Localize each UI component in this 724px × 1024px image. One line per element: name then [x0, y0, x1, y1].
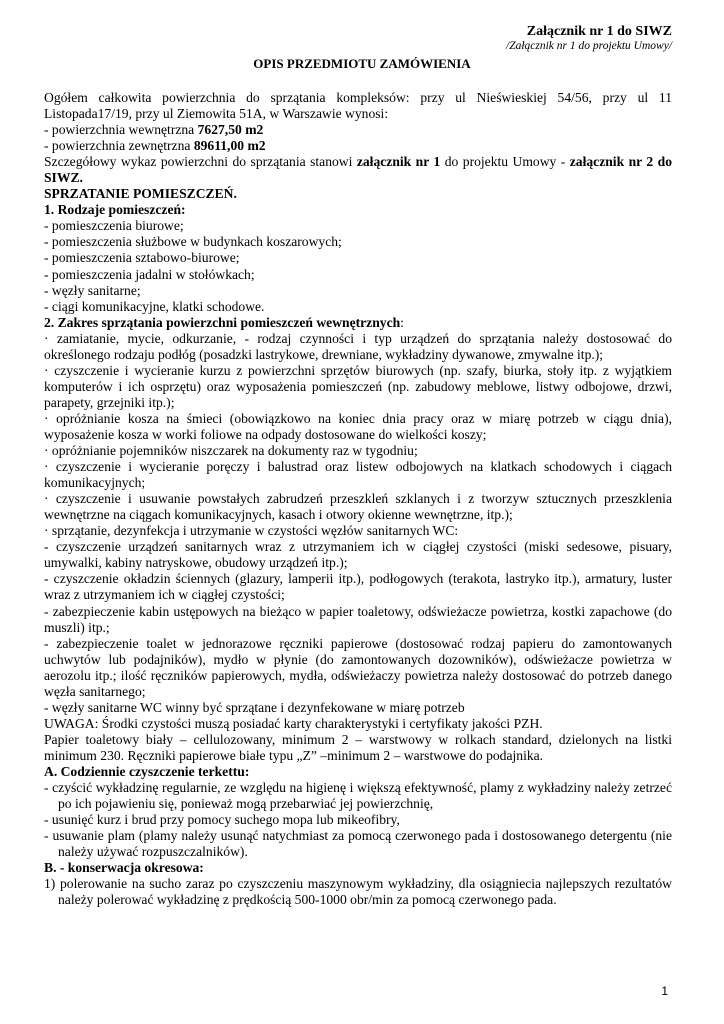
list-item: · zamiatanie, mycie, odkurzanie, - rodzaj czynności i typ urządzeń do sprzątania należy dostosować do określonego rodzaju podłóg (posadzki lastrykowe, drewniane, wykładziny dywanowe, zmywalne itp.); — [44, 330, 672, 362]
list-item: · czyszczenie i wycieranie kurzu z powierzchni sprzętów biurowych (np. szafy, biurka, stoły itp. z wyjątkiem komputerów i ich osprzętu) oraz wyposażenia pomieszczeń (np. zabudowy meblowe, listwy odbojowe, drzwi, parapety, grzejniki itp.); — [44, 362, 672, 410]
list-item: - węzły sanitarne; — [44, 282, 141, 298]
list-item: - pomieszczenia jadalni w stołówkach; — [44, 266, 255, 282]
list-item: - czyszczenie urządzeń sanitarnych wraz z utrzymaniem ich w ciągłej czystości (miski sedesowe, pisuary, umywalki, kabiny natryskowe, obudowy urządzeń itp.); — [44, 539, 672, 571]
list-item: · opróżnianie pojemników niszczarek na dokumenty raz w tygodniu; — [44, 443, 418, 459]
list-item: - zabezpieczenie kabin ustępowych na bieżąco w papier toaletowy, odświeżacze powietrza, kostki zapachowe (do muszli) itp.; — [44, 603, 672, 635]
document-body — [44, 90, 672, 908]
paper-note: Papier toaletowy biały – cellulozowany, minimum 2 – warstwowy w rolkach standard, dzielonych na listki minimum 230. Ręczniki papierowe białe typu „Z” –minimum 2 – warstwowe do podajnika. — [44, 731, 672, 763]
outer-area-value: 89611,00 m2 — [193, 138, 266, 154]
list-item: · czyszczenie i wycieranie poręczy i balustrad oraz listew odbojowych na klatkach schodowych i ciągach komunikacyjnych; — [44, 459, 672, 491]
page-number: 1 — [661, 984, 668, 998]
warning-note: UWAGA: Środki czystości muszą posiadać karty charakterystyki i certyfikaty jakości PZH. — [44, 715, 543, 731]
list-item: - zabezpieczenie toalet w jednorazowe ręczniki papierowe (dostosować rodzaj papieru do zamontowanych uchwytów lub podajników), mydło w płynie (do zamontowanych dozowników), odświeżacze powietrza w aerozolu itp.; ilość ręczników papierowych, mydła, odświeżaczy powietrza należy dostosować do potrzeb danego węzła sanitarnego; — [44, 635, 672, 699]
list-item: - usuwanie plam (plamy należy usunąć natychmiast za pomocą czerwonego pada i dostosowanego detergentu (nie należy używać rozpuszczalników). — [44, 828, 672, 860]
list-item: - węzły sanitarne WC winny być sprzątane i dezynfekowane w miarę potrzeb — [44, 699, 465, 715]
list-item: · opróżnianie kosza na śmieci (obowiązkowo na koniec dnia pracy oraz w miarę potrzeb w ciągu dnia), wyposażenie kosza w worki foliowe na odpady dostosowane do wielkości koszy; — [44, 410, 672, 442]
section-1-heading: 1. Rodzaje pomieszczeń: — [44, 202, 186, 218]
outer-area-line — [44, 138, 672, 154]
inner-area-value: 7627,50 m2 — [197, 122, 264, 138]
list-item: - czyszczenie okładzin ściennych (glazury, lamperii itp.), podłogowych (terakota, lastryko itp.), armatury, luster wraz z utrzymaniem ich w ciągłej czystości; — [44, 571, 672, 603]
outer-area-label: - powierzchnia zewnętrzna — [44, 138, 194, 154]
section-b-heading: B. - konserwacja okresowa: — [44, 860, 204, 876]
list-item: - pomieszczenia służbowe w budynkach koszarowych; — [44, 234, 342, 250]
section-2-heading-line — [44, 315, 672, 331]
intro-paragraph: Ogółem całkowita powierzchnia do sprzątania kompleksów: przy ul Nieświeskiej 54/56, przy ul 11 Listopada17/19, przy ul Ziemowita 51A, w Warszawie wynosi: — [44, 90, 672, 122]
attachment-subtitle: /Załącznik nr 1 do projektu Umowy/ — [506, 40, 672, 52]
list-item: - pomieszczenia sztabowo-biurowe; — [44, 250, 240, 266]
list-item: - ciągi komunikacyjne, klatki schodowe. — [44, 298, 265, 314]
detail-text-e: . — [79, 170, 83, 186]
detail-paragraph — [44, 154, 672, 186]
list-item: · sprzątanie, dezynfekcja i utrzymanie w czystości węzłów sanitarnych WC: — [44, 523, 459, 539]
detail-text-c: do projektu Umowy - — [440, 154, 570, 170]
detail-attachment-1: załącznik nr 1 — [356, 154, 441, 170]
inner-area-label: - powierzchnia wewnętrzna — [44, 122, 198, 138]
section-2-colon: : — [400, 314, 404, 330]
list-item: · czyszczenie i usuwanie powstałych zabrudzeń przeszkleń szklanych i z tworzyw sztucznych przeszklenia wewnętrzne na ciągach komunikacyjnych, kasach i otwory okienne wewnętrzne, itp.); — [44, 491, 672, 523]
list-item: - czyścić wykładzinę regularnie, ze względu na higienę i większą efektywność, plamy z wykładziny należy zetrzeć po ich pojawieniu się, ponieważ mogą przebarwiać jej powierzchnię, — [44, 780, 672, 812]
section-2-heading: 2. Zakres sprzątania powierzchni pomieszczeń wewnętrznych — [44, 314, 401, 330]
detail-text-a: Szczegółowy wykaz powierzchni do sprzątania stanowi — [44, 154, 357, 170]
inner-area-line — [44, 122, 672, 138]
list-item: - usunięć kurz i brud przy pomocy suchego mopa lub mikeofibry, — [44, 812, 400, 828]
section-main-heading: SPRZATANIE POMIESZCZEŃ. — [44, 186, 237, 202]
attachment-title: Załącznik nr 1 do SIWZ — [526, 24, 672, 39]
list-item: - pomieszczenia biurowe; — [44, 218, 184, 234]
document-title: OPIS PRZEDMIOTU ZAMÓWIENIA — [253, 56, 471, 71]
detail-attachment-2: załącznik nr 2 do SIWZ — [44, 154, 672, 186]
section-a-heading: A. Codziennie czyszczenie terkettu: — [44, 763, 250, 779]
list-item: 1) polerowanie na sucho zaraz po czyszczeniu maszynowym wykładziny, dla osiągniecia najlepszych rezultatów należy polerować wykładzinę z prędkością 500-1000 obr/min za pomocą czerwonego pada. — [44, 876, 672, 908]
